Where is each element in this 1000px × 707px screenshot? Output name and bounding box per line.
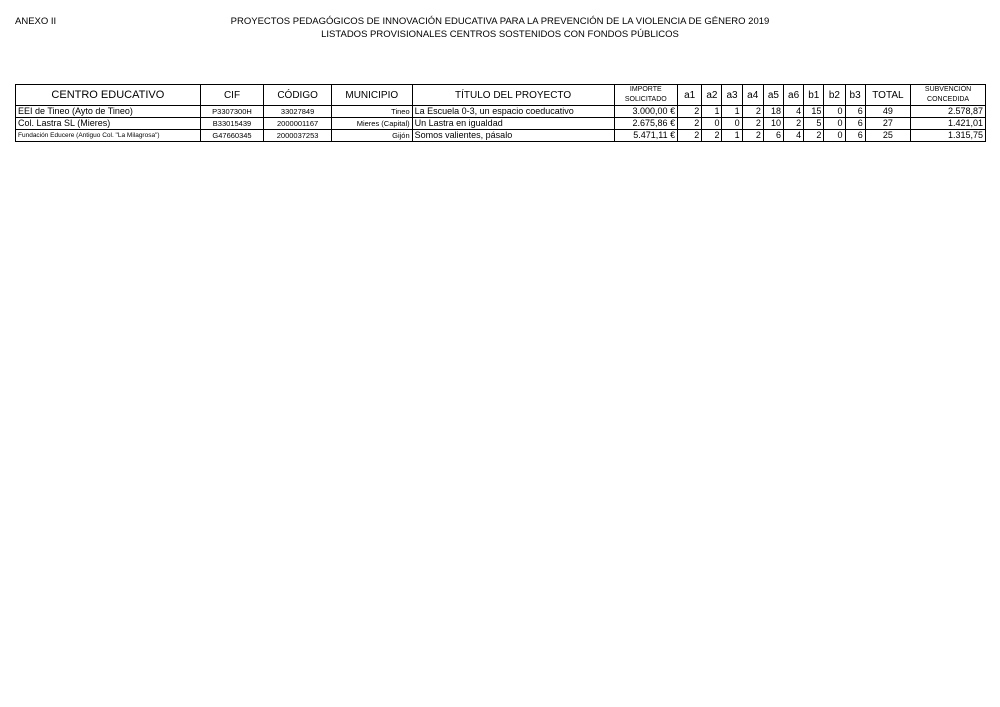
cell-b2: 0	[824, 106, 845, 118]
cell-a3: 0	[722, 118, 742, 130]
cell-a2: 1	[702, 106, 722, 118]
cell-municipio: Gijón	[331, 130, 412, 142]
table-row	[16, 118, 986, 130]
header-titulo: TÍTULO DEL PROYECTO	[412, 85, 614, 106]
cell-centro: Col. Lastra SL (Mieres)	[16, 118, 201, 130]
header-a4: a4	[742, 85, 763, 106]
cell-b2: 0	[824, 118, 845, 130]
header-a3: a3	[722, 85, 742, 106]
header-centro: CENTRO EDUCATIVO	[16, 85, 201, 106]
cell-total: 25	[865, 130, 910, 142]
cell-titulo: Un Lastra en igualdad	[412, 118, 614, 130]
header-b1: b1	[804, 85, 824, 106]
header-a5: a5	[763, 85, 783, 106]
title-line-1: PROYECTOS PEDAGÓGICOS DE INNOVACIÓN EDUCATIVA PARA LA PREVENCIÓN DE LA VIOLENCIA DE GÉNERO 2019	[230, 16, 770, 27]
header-cif: CIF	[200, 85, 264, 106]
cell-importe: 5.471,11 €	[614, 130, 678, 142]
cell-a6: 4	[784, 130, 804, 142]
cell-cif: P3307300H	[200, 106, 264, 118]
cell-a2: 0	[702, 118, 722, 130]
cell-cif: B33015439	[200, 118, 264, 130]
cell-codigo: 2000037253	[264, 130, 332, 142]
projects-table	[15, 84, 986, 142]
cell-b1: 15	[804, 106, 824, 118]
header-a1: a1	[678, 85, 702, 106]
cell-a1: 2	[678, 118, 702, 130]
cell-codigo: 2000001167	[264, 118, 332, 130]
header-importe	[614, 85, 678, 106]
cell-titulo: La Escuela 0-3, un espacio coeducativo	[412, 106, 614, 118]
cell-importe: 3.000,00 €	[614, 106, 678, 118]
header-a2: a2	[702, 85, 722, 106]
annex-label: ANEXO II	[15, 16, 57, 27]
cell-a3: 1	[722, 130, 742, 142]
header-row	[16, 85, 986, 106]
cell-subvencion: 1.421,01	[911, 118, 986, 130]
cell-codigo: 33027849	[264, 106, 332, 118]
cell-a5: 10	[763, 118, 783, 130]
cell-b3: 6	[845, 106, 865, 118]
cell-importe: 2.675,86 €	[614, 118, 678, 130]
cell-a4: 2	[742, 106, 763, 118]
header-b2: b2	[824, 85, 845, 106]
cell-a1: 2	[678, 106, 702, 118]
cell-a6: 2	[784, 118, 804, 130]
table-row	[16, 130, 986, 142]
cell-b2: 0	[824, 130, 845, 142]
cell-subvencion: 2.578,87	[911, 106, 986, 118]
cell-centro: Fundación Educere (Antiguo Col. "La Milagrosa")	[16, 130, 201, 142]
header-subvencion	[911, 85, 986, 106]
cell-a2: 2	[702, 130, 722, 142]
cell-a4: 2	[742, 130, 763, 142]
header-a6: a6	[784, 85, 804, 106]
cell-municipio: Tineo	[331, 106, 412, 118]
cell-a4: 2	[742, 118, 763, 130]
title-line-2: LISTADOS PROVISIONALES CENTROS SOSTENIDOS CON FONDOS PÚBLICOS	[321, 29, 679, 40]
cell-total: 27	[865, 118, 910, 130]
cell-a3: 1	[722, 106, 742, 118]
document-title	[0, 15, 1000, 41]
cell-a5: 18	[763, 106, 783, 118]
header-subvencion-line1: SUBVENCIÓN	[924, 86, 972, 93]
header-importe-line1: IMPORTE	[629, 86, 662, 93]
cell-b3: 6	[845, 118, 865, 130]
header-total: TOTAL	[865, 85, 910, 106]
header-b3: b3	[845, 85, 865, 106]
cell-a6: 4	[784, 106, 804, 118]
header-importe-line2: SOLICITADO	[624, 96, 667, 103]
cell-centro: EEI de Tineo (Ayto de Tineo)	[16, 106, 201, 118]
header-municipio: MUNICIPIO	[331, 85, 412, 106]
cell-subvencion: 1.315,75	[911, 130, 986, 142]
cell-total: 49	[865, 106, 910, 118]
cell-b1: 5	[804, 118, 824, 130]
table-row	[16, 106, 986, 118]
cell-titulo: Somos valientes, pásalo	[412, 130, 614, 142]
header-subvencion-line2: CONCEDIDA	[927, 96, 970, 103]
cell-a5: 6	[763, 130, 783, 142]
header-codigo: CÓDIGO	[264, 85, 332, 106]
cell-municipio: Mieres (Capital)	[331, 118, 412, 130]
cell-b1: 2	[804, 130, 824, 142]
cell-a1: 2	[678, 130, 702, 142]
cell-b3: 6	[845, 130, 865, 142]
cell-cif: G47660345	[200, 130, 264, 142]
